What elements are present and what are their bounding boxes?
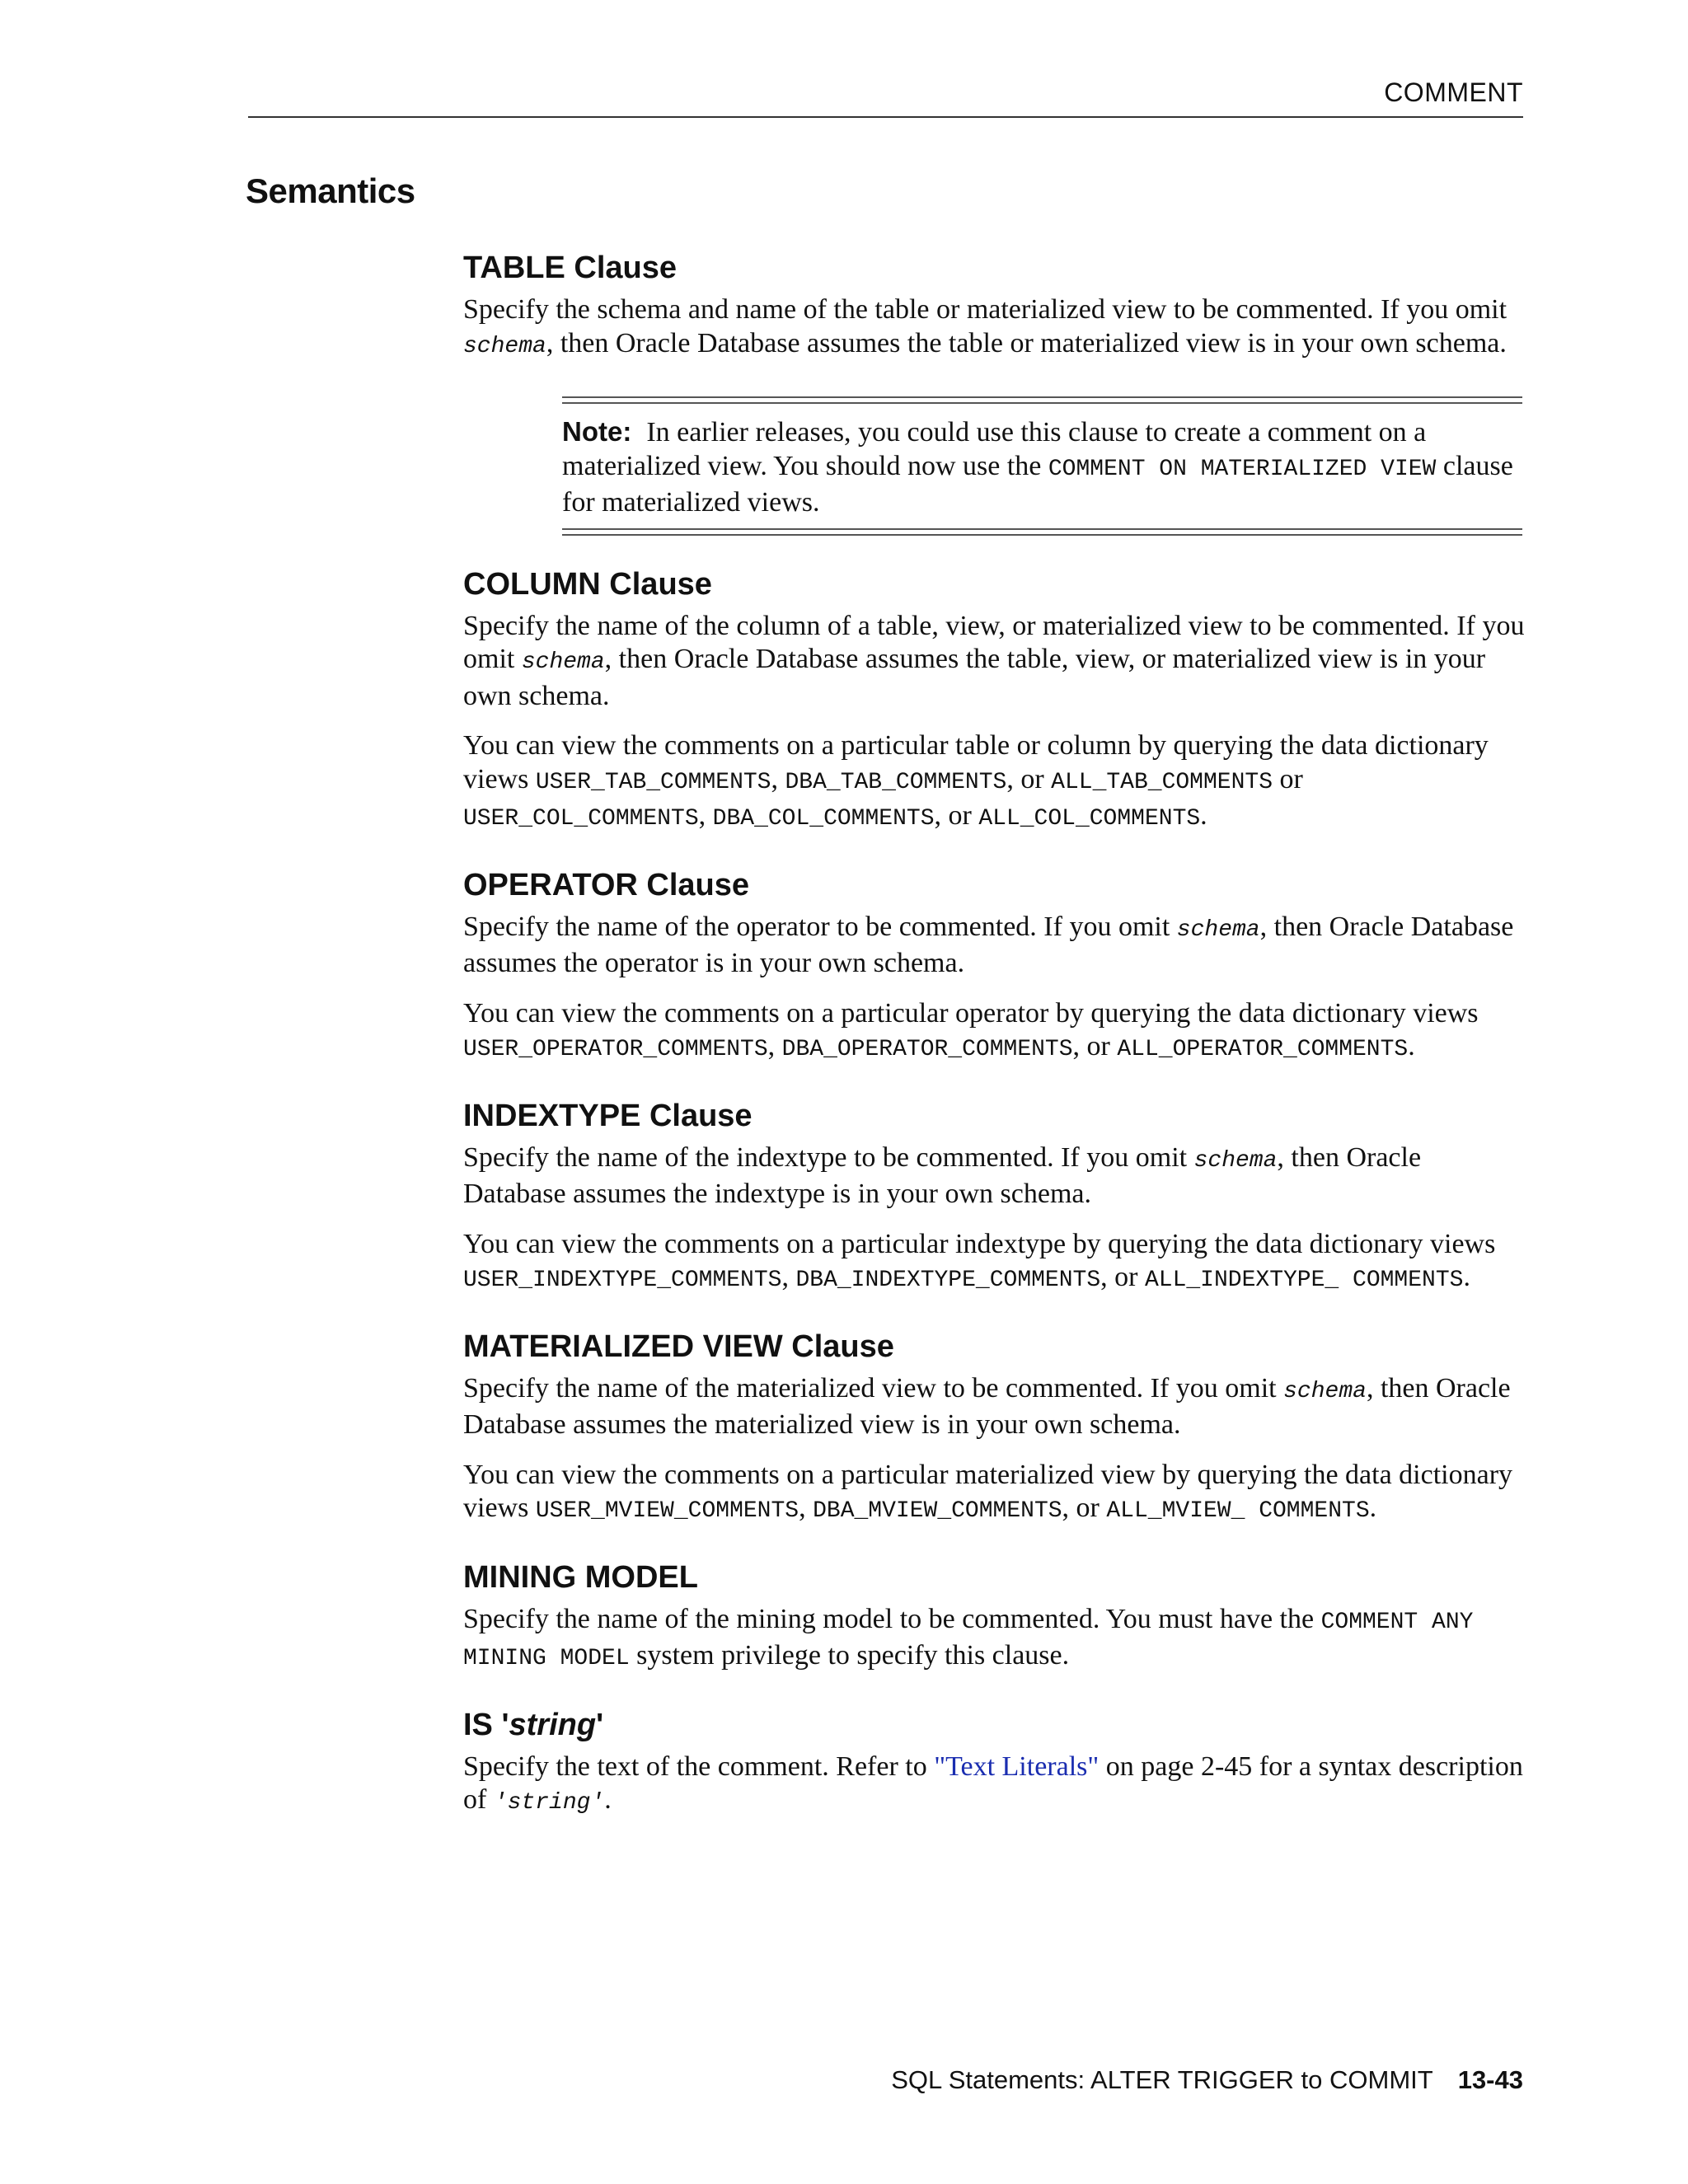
- page-number: 13-43: [1457, 2065, 1523, 2094]
- text: Specify the name of the materialized view to be commented. If you omit: [463, 1372, 1284, 1404]
- text: , then Oracle Database assumes the table or materialized view is in your own schema.: [546, 327, 1507, 359]
- text: , or: [1072, 1031, 1118, 1062]
- footer-title: SQL Statements: ALTER TRIGGER to COMMIT: [891, 2065, 1433, 2094]
- code-view-name: ALL_TAB_COMMENTS: [1051, 769, 1273, 795]
- mining-model-heading: MINING MODEL: [463, 1559, 698, 1595]
- code-view-name: ALL_COL_COMMENTS: [978, 806, 1201, 832]
- text: clause for materialized views.: [562, 450, 1513, 518]
- code-privilege: COMMENT ANY MINING MODEL: [463, 1609, 1474, 1671]
- code-schema: schema: [463, 333, 546, 359]
- note-body: [562, 404, 1522, 528]
- text: Specify the name of the mining model to be commented. You must have the: [463, 1603, 1321, 1634]
- indextype-clause-section: [463, 1095, 1526, 1298]
- indextype-clause-paragraph-2: [463, 1228, 1526, 1298]
- text-literals-link[interactable]: "Text Literals": [934, 1750, 1100, 1782]
- column-clause-heading: COLUMN Clause: [463, 566, 712, 602]
- text: Specify the schema and name of the table or materialized view to be commented. If you omit: [463, 294, 1507, 325]
- text: You can view the comments on a particular table or column by querying the data dictionary views: [463, 730, 1489, 794]
- is-string-heading: [463, 1704, 1526, 1746]
- text: You can view the comments on a particular indextype by querying the data dictionary views: [463, 1228, 1496, 1259]
- mining-model-section: [463, 1557, 1526, 1676]
- text: You can view the comments on a particular materialized view by querying the data dictionary views: [463, 1459, 1513, 1523]
- text: .: [1369, 1493, 1377, 1523]
- code-view-name: ALL_INDEXTYPE_ COMMENTS: [1144, 1268, 1464, 1293]
- indextype-clause-paragraph-1: [463, 1141, 1526, 1212]
- code-view-name: USER_MVIEW_COMMENTS: [535, 1498, 799, 1524]
- text: , then Oracle Database assumes the operator is in your own schema.: [463, 911, 1514, 978]
- code-schema: schema: [521, 649, 605, 675]
- operator-clause-paragraph-2: [463, 997, 1526, 1067]
- mview-clause-paragraph-2: [463, 1459, 1526, 1529]
- text: system privilege to specify this clause.: [629, 1640, 1070, 1671]
- mining-model-paragraph: [463, 1603, 1526, 1676]
- text: In earlier releases, you could use this clause to create a comment on a materialized view. You should now use the: [562, 417, 1427, 481]
- code-view-name: USER_OPERATOR_COMMENTS: [463, 1037, 768, 1062]
- note-bottom-rule: [562, 528, 1522, 536]
- text: on page 2-45 for a syntax description of: [463, 1750, 1523, 1815]
- operator-clause-paragraph-1: [463, 911, 1526, 981]
- code-schema: schema: [1283, 1378, 1367, 1404]
- operator-clause-section: [463, 865, 1526, 1067]
- text: , then Oracle Database assumes the indextype is in your own schema.: [463, 1141, 1422, 1209]
- text: Specify the name of the operator to be commented. If you omit: [463, 911, 1177, 942]
- code-schema: schema: [1193, 1147, 1278, 1174]
- code-view-name: DBA_OPERATOR_COMMENTS: [781, 1037, 1073, 1062]
- text: , then Oracle Database assumes the table, view, or materialized view is in your own schema.: [463, 644, 1486, 711]
- code-view-name: USER_INDEXTYPE_COMMENTS: [463, 1268, 782, 1293]
- code-comment-on-mview: COMMENT ON MATERIALIZED VIEW: [1048, 456, 1437, 482]
- text: Specify the text of the comment. Refer to: [463, 1750, 935, 1782]
- code-view-name: DBA_COL_COMMENTS: [712, 806, 935, 832]
- text: , or: [1100, 1262, 1145, 1292]
- table-clause-paragraph: [463, 293, 1526, 363]
- text: string: [509, 1707, 597, 1742]
- main-content: [463, 247, 1526, 1849]
- column-clause-paragraph-2: [463, 729, 1526, 837]
- mview-clause-paragraph-1: [463, 1372, 1526, 1442]
- text: , or: [1006, 763, 1052, 794]
- text: , or: [934, 800, 979, 831]
- text: , then Oracle Database assumes the materialized view is in your own schema.: [463, 1372, 1511, 1440]
- text: IS ': [463, 1707, 509, 1742]
- column-clause-paragraph-1: [463, 610, 1526, 714]
- code-view-name: USER_TAB_COMMENTS: [535, 769, 771, 795]
- code-string: 'string': [493, 1790, 605, 1816]
- text: , or: [1062, 1493, 1107, 1523]
- text: or: [1273, 763, 1303, 794]
- operator-clause-heading: OPERATOR Clause: [463, 867, 750, 902]
- table-clause-section: [463, 247, 1526, 536]
- mview-clause-heading: MATERIALIZED VIEW Clause: [463, 1329, 894, 1364]
- code-schema: schema: [1176, 916, 1260, 943]
- text: ,: [781, 1262, 796, 1292]
- code-view-name: DBA_MVIEW_COMMENTS: [813, 1498, 1062, 1524]
- is-string-paragraph: [463, 1750, 1526, 1821]
- page-footer: [891, 2065, 1523, 2095]
- indextype-clause-heading: INDEXTYPE Clause: [463, 1098, 753, 1133]
- column-clause-section: [463, 564, 1526, 837]
- running-header: COMMENT: [1384, 77, 1523, 107]
- code-view-name: ALL_MVIEW_ COMMENTS: [1106, 1498, 1370, 1524]
- table-clause-heading: TABLE Clause: [463, 251, 678, 285]
- text: .: [1463, 1262, 1470, 1292]
- text: ,: [767, 1031, 782, 1062]
- text: Specify the name of the indextype to be commented. If you omit: [463, 1141, 1194, 1173]
- text: ,: [771, 763, 785, 794]
- mview-clause-section: [463, 1326, 1526, 1529]
- section-title: Semantics: [246, 171, 415, 210]
- text: Specify the name of the column of a table, view, or materialized view to be commented. If you omit: [463, 610, 1525, 674]
- text: .: [1408, 1031, 1415, 1062]
- text: .: [1200, 800, 1207, 831]
- text: .: [604, 1784, 612, 1815]
- text: ,: [799, 1493, 814, 1523]
- is-string-section: [463, 1704, 1526, 1821]
- note-box: [562, 396, 1522, 536]
- code-view-name: DBA_TAB_COMMENTS: [785, 769, 1007, 795]
- note-top-rule: [562, 396, 1522, 404]
- code-view-name: DBA_INDEXTYPE_COMMENTS: [795, 1268, 1101, 1293]
- text: ,: [698, 800, 713, 831]
- header-rule: [248, 116, 1523, 118]
- note-label: Note:: [562, 416, 632, 447]
- code-view-name: ALL_OPERATOR_COMMENTS: [1117, 1037, 1409, 1062]
- text: ': [596, 1707, 604, 1742]
- code-view-name: USER_COL_COMMENTS: [463, 806, 699, 832]
- text: You can view the comments on a particular operator by querying the data dictionary views: [463, 997, 1479, 1029]
